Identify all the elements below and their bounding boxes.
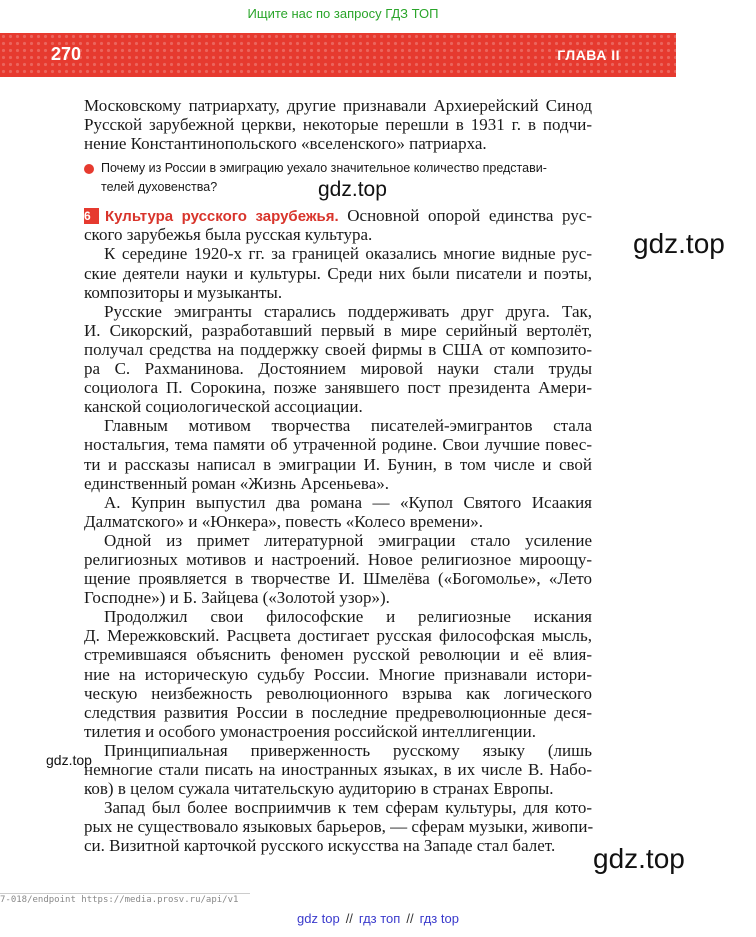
text-line: рых не существовало языковых барьеров, — сферам музыки, живопи- (84, 817, 594, 837)
paragraph (84, 531, 592, 607)
text-line: Русской зарубежной церкви, некоторые перешли в 1931 г. в подчи- (84, 115, 592, 135)
text-line: Далматского» и «Юнкера», повесть «Колесо времени». (84, 511, 484, 531)
text-line: щение проявляется в творчестве И. Шмелёва («Богомолье», «Лето (84, 569, 592, 589)
question-line: Почему из России в эмиграцию уехало значительное количество представи- (101, 161, 547, 176)
text-line: единственный роман «Жизнь Арсеньева». (84, 473, 390, 493)
text-line: канской социологической ассоциации. (84, 397, 363, 417)
text-line: получал средства на поддержку своей фирмы в США от композито- (84, 339, 592, 359)
watermark: gdz.top (46, 752, 92, 768)
url-fragment: 7-018/endpoint https://media.prosv.ru/api/v1 (0, 893, 250, 905)
section-first-line (84, 206, 592, 225)
text-line: ков) в целом сужала читательскую аудиторию в странах Европы. (84, 779, 554, 799)
text-line: си. Визитной карточкой русского искусства на Западе стал балет. (84, 836, 556, 856)
page-header-band (0, 33, 676, 77)
intro-paragraph (84, 96, 592, 153)
text-line: ние на историческую судьбу России. Многие признавали истори- (84, 664, 592, 684)
text-line: нение Константинопольского «вселенского» патриарха. (84, 134, 487, 154)
footer-link[interactable]: гдз top (419, 911, 459, 926)
paragraph (84, 302, 592, 417)
footer-separator: // (406, 911, 414, 926)
text-line: тилетия и особого умонастроения российской интеллигенции. (84, 721, 536, 741)
text-line: К середине 1920-х гг. за границей оказались многие видные рус- (104, 244, 592, 264)
text-line: ностальгия, тема памяти об утраченной родине. Свои лучшие повес- (84, 435, 592, 455)
page-body (84, 96, 592, 855)
paragraph (84, 741, 592, 798)
text-line: И. Сикорский, разработавший первый в мире серийный вертолёт, (84, 320, 592, 340)
paragraph (84, 493, 592, 531)
watermark: gdz.top (593, 843, 685, 874)
footer-separator: // (345, 911, 353, 926)
text-line: Московскому патриархату, другие признавали Архиерейский Синод (84, 96, 592, 115)
watermark: gdz.top (318, 178, 387, 201)
section-heading-paragraph (84, 206, 592, 244)
footer-links (0, 911, 756, 926)
paragraph (84, 798, 592, 855)
paragraph (84, 244, 592, 301)
paragraph (84, 416, 592, 492)
text-line: религиозных мотивов и настроений. Новое религиозное мироощу- (84, 549, 592, 569)
text-line: композиторы и музыканты. (84, 282, 283, 302)
text-line: Русские эмигранты старались поддерживать друг друга. Так, (104, 301, 592, 321)
text-line: ти и рассказы написал в эмиграции И. Бунин, в том числе и свой (84, 454, 592, 474)
section-first-line-text: Основной опорой единства рус- (347, 206, 592, 226)
chapter-label: ГЛАВА II (557, 47, 620, 63)
page-number: 270 (51, 44, 82, 64)
text-line: Принципиальная приверженность русскому языку (лишь (104, 740, 592, 760)
text-line: стремившаяся объяснить феномен русской революции и её влия- (84, 645, 592, 665)
text-line: Господне») и Б. Зайцева («Золотой узор»). (84, 588, 390, 608)
text-line: социолога П. Сорокина, позже занявшего пост президента Амери- (84, 378, 592, 398)
section-title: Культура русского зарубежья. (105, 208, 339, 226)
text-line: следствия развития России в последние предреволюционные деся- (84, 702, 592, 722)
text-line: Запад был более восприимчив к тем сферам культуры, для кото- (104, 798, 592, 818)
question-line: телей духовенства? (101, 180, 218, 195)
footer-link[interactable]: гдз топ (358, 911, 401, 926)
text-line: ческую неизбежность революционного взрыва как логического (84, 683, 592, 703)
question-bullet-icon (84, 164, 94, 174)
text-line: ского зарубежья была русская культура. (84, 225, 373, 245)
text-line: Одной из примет литературной эмиграции стало усиление (104, 530, 592, 550)
section-number-badge: 6 (84, 208, 99, 224)
text-line: Д. Мережковский. Расцвета достигает русская философская мысль, (84, 626, 592, 646)
text-line: А. Куприн выпустил два романа — «Купол Святого Исаакия (104, 492, 592, 512)
text-line: ские деятели науки и культуры. Среди них были писатели и поэты, (84, 263, 592, 283)
top-search-banner[interactable]: Ищите нас по запросу ГДЗ ТОП (247, 6, 439, 21)
watermark: gdz.top (633, 228, 725, 259)
paragraph (84, 607, 592, 741)
footer-link[interactable]: gdz top (297, 911, 340, 926)
paragraphs (84, 244, 592, 855)
text-line: ра С. Рахманинова. Достоянием мировой науки стали труды (84, 359, 592, 379)
text-line: Главным мотивом творчества писателей-эмигрантов стала (104, 416, 592, 436)
text-line: Продолжил свои философские и религиозные искания (104, 607, 592, 627)
text-line: немногие стали писать на иностранных языках, в их числе В. Набо- (84, 760, 592, 779)
